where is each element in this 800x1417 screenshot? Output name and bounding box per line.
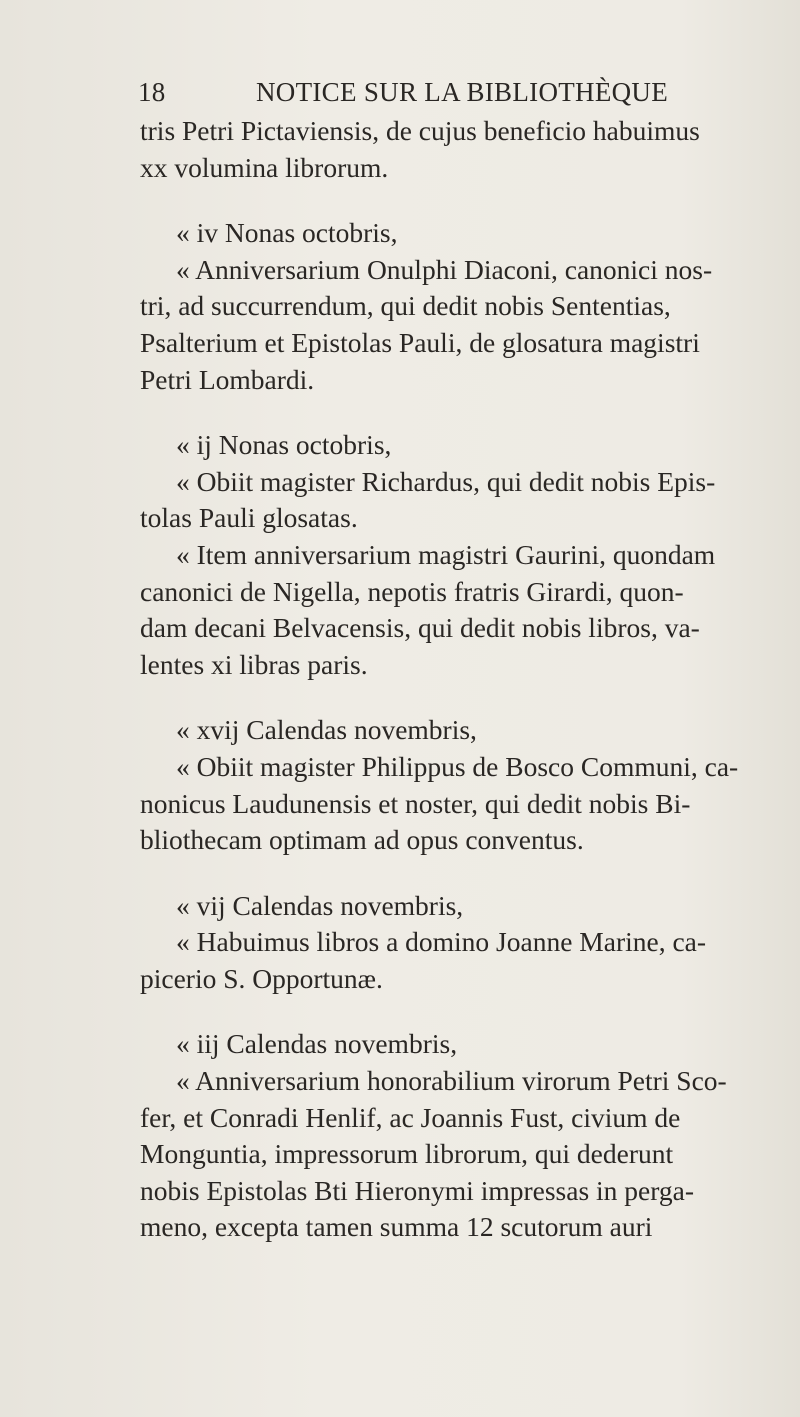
text-line: bliothecam optimam ad opus conventus. [140,824,584,856]
text-line: Monguntia, impressorum librorum, qui dederunt [140,1138,674,1170]
text-line: tolas Pauli glosatas. [140,502,358,534]
text-line: tris Petri Pictaviensis, de cujus beneficio habuimus [140,115,700,146]
text-line: « Obiit magister Philippus de Bosco Communi, ca- [176,750,739,782]
entry-date-line: « ij Nonas octobris, [176,429,392,461]
text-line: picerio S. Opportunæ. [140,962,383,994]
entry-date-line: « vij Calendas novembris, [176,889,464,921]
paragraph-gap [140,186,700,215]
entry-date-line: « iv Nonas octobris, [176,217,398,249]
text-line: xx volumina librorum. [140,151,389,183]
text-line: « Habuimus libros a domino Joanne Marine, ca- [176,926,707,958]
text-line: « Obiit magister Richardus, qui dedit nobis Epis- [176,465,716,497]
text-line: canonici de Nigella, nepotis fratris Girardi, quon- [140,575,684,607]
text-line: nobis Epistolas Bti Hieronymi impressas in perga- [140,1174,695,1206]
text-line: meno, excepta tamen summa 12 scutorum auri [140,1211,653,1243]
text-line: fer, et Conradi Henlif, ac Joannis Fust, civium de [140,1101,681,1133]
text-line: nonicus Laudunensis et noster, qui dedit nobis Bi- [140,787,691,819]
text-line: dam decani Belvacensis, qui dedit nobis libros, va- [140,612,700,644]
body-text [140,113,739,1246]
paragraph-gap [140,997,700,1026]
text-line: Psalterium et Epistolas Pauli, de glosatura magistri [140,326,700,358]
paragraph-gap [140,683,700,712]
page-number: 18 [138,77,166,107]
text-line: « Anniversarium honorabilium virorum Petri Sco- [176,1065,727,1097]
text-line: « Item anniversarium magistri Gaurini, quondam [176,538,716,570]
paragraph-gap [140,398,700,427]
running-title: NOTICE SUR LA BIBLIOTHÈQUE [256,77,669,107]
paragraph-gap [140,859,700,888]
entry-date-line: « xvij Calendas novembris, [176,714,477,746]
entry-date-line: « iij Calendas novembris, [176,1028,458,1060]
text-line: lentes xi libras paris. [140,648,368,680]
text-line: « Anniversarium Onulphi Diaconi, canonici nos- [176,253,713,285]
text-line: Petri Lombardi. [140,363,315,395]
text-line: tri, ad succurrendum, qui dedit nobis Sententias, [140,290,671,322]
